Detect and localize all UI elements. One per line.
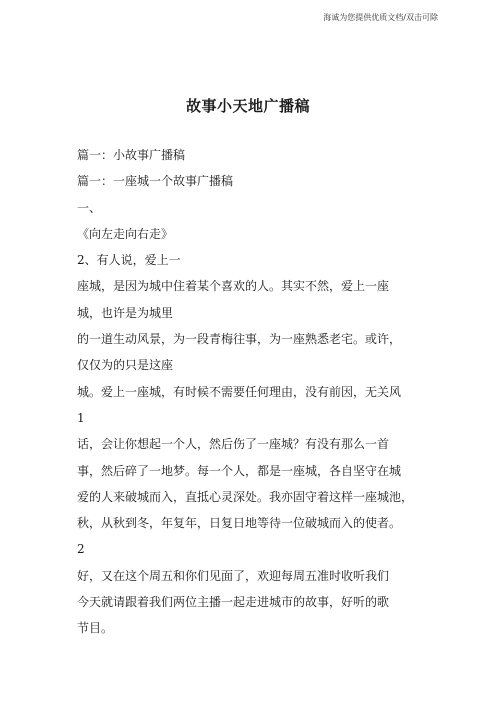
- body-line: 篇一：小故事广播稿: [77, 148, 186, 162]
- body-line: 城。爱上一座城，有时候不需要任何理由，没有前因，无关风: [77, 384, 402, 399]
- body-line: 话，会让你想起一个人，然后伤了一座城？有没有那么一首: [77, 437, 390, 452]
- body-line: 座城，是因为城中住着某个喜欢的人。其实不然，爱上一座: [77, 279, 390, 294]
- body-line: 节目。: [77, 621, 114, 636]
- document-title: 故事小天地广播稿: [185, 97, 310, 115]
- body-line: 一、: [77, 200, 102, 215]
- body-line: 今天就请跟着我们两位主播一起走进城市的故事，好听的歌: [77, 595, 390, 610]
- body-line: 秋，从秋到冬，年复年，日复日地等待一位破城而入的使者。: [77, 516, 402, 531]
- body-line: 篇一：一座城一个故事广播稿: [77, 174, 234, 189]
- page-marker: 2: [77, 542, 85, 557]
- document-body: [77, 147, 417, 647]
- body-line: 《向左走向右走》: [77, 226, 174, 241]
- body-line: 2、有人说，爱上一: [77, 253, 181, 268]
- header-note: 海诚为您提供优质文档/双击可除: [323, 13, 438, 22]
- body-line: 城，也许是为城里: [77, 305, 174, 320]
- body-line: 爱的人来破城而入，直抵心灵深处。我亦固守着这样一座城池，: [77, 489, 414, 504]
- body-line: 仅仅为的只是这座: [77, 358, 174, 373]
- page-marker: 1: [77, 410, 85, 425]
- body-line: 好，又在这个周五和你们见面了，欢迎每周五准时收听我们: [77, 568, 390, 583]
- body-line: 的一道生动风景，为一段青梅往事，为一座熟悉老宅。或许，: [77, 332, 402, 347]
- body-line: 事，然后碎了一地梦。每一个人，都是一座城，各自坚守在城: [77, 463, 402, 478]
